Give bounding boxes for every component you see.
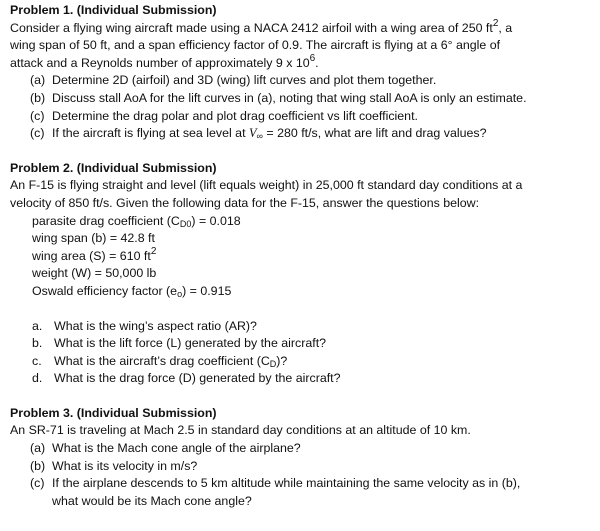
- param-oswald: [10, 283, 594, 301]
- item-text: [52, 475, 594, 510]
- item-text: What is the Mach cone angle of the airplane?: [52, 441, 301, 456]
- question-label: c.: [32, 353, 42, 368]
- question-text-part: )?: [276, 353, 288, 368]
- item-label: (c): [30, 126, 45, 141]
- intro-text: .: [315, 55, 319, 70]
- param-area: [10, 245, 594, 266]
- item-label: (a): [30, 73, 46, 88]
- param-text: ) = 0.915: [182, 283, 232, 298]
- problem-2-title: Problem 2. (Individual Submission): [10, 160, 217, 175]
- velocity-subscript: ∞: [256, 131, 263, 142]
- problem-1: [10, 2, 594, 143]
- item-text: Discuss stall AoA for the lift curves in (a), noting that wing stall AoA is only an estimate.: [52, 90, 527, 105]
- item-text-line: If the airplane descends to 5 km altitude while maintaining the same velocity as in (b),: [52, 476, 521, 491]
- item-text: What is its velocity in m/s?: [52, 458, 198, 473]
- problem-3-intro: An SR-71 is traveling at Mach 2.5 in standard day conditions at an altitude of 10 km.: [10, 423, 471, 438]
- problem-1-item: [10, 90, 594, 108]
- problem-3-item: [10, 475, 594, 510]
- intro-text: , a: [498, 20, 513, 35]
- subscript: D0: [179, 218, 192, 229]
- problem-1-intro-line-3: [10, 52, 594, 73]
- superscript: 2: [492, 17, 499, 29]
- problem-1-title: Problem 1. (Individual Submission): [10, 3, 217, 17]
- subscript: o: [177, 288, 183, 299]
- problem-1-item: [10, 125, 594, 143]
- item-text: Determine the drag polar and plot drag coefficient vs lift coefficient.: [52, 108, 418, 123]
- param-cd0: [10, 213, 594, 231]
- item-text: [52, 125, 594, 143]
- item-text-line: what would be its Mach cone angle?: [52, 493, 252, 508]
- problem-2-question: [10, 353, 594, 371]
- problem-1-intro-line-1: [10, 17, 594, 38]
- problem-1-item: [10, 72, 594, 90]
- problem-3-item: [10, 440, 594, 458]
- item-label: (b): [30, 458, 46, 473]
- item-text-part: If the aircraft is flying at sea level at: [52, 126, 249, 141]
- problem-3-title: Problem 3. (Individual Submission): [10, 405, 217, 420]
- problem-2-question: [10, 335, 594, 353]
- problem-2-question: [10, 318, 594, 336]
- item-label: (c): [30, 476, 45, 491]
- problem-2-intro-line-1: An F-15 is flying straight and level (lift equals weight) in 25,000 ft standard day conditions at a: [10, 178, 523, 193]
- param-span: wing span (b) = 42.8 ft: [32, 231, 155, 246]
- problem-2: [10, 160, 594, 388]
- question-text: What is the wing’s aspect ratio (AR)?: [54, 318, 257, 333]
- intro-text: attack and a Reynolds number of approximately 9 x 10: [10, 55, 310, 70]
- param-text: ) = 0.018: [191, 213, 241, 228]
- question-label: b.: [32, 336, 43, 351]
- param-text: parasite drag coefficient (C: [32, 213, 180, 228]
- problem-1-item: [10, 108, 594, 126]
- intro-text: Consider a flying wing aircraft made using a NACA 2412 airfoil with a wing area of 250 ft: [10, 20, 493, 35]
- param-text: wing area (S) = 610 ft: [32, 248, 151, 263]
- problem-2-question: [10, 370, 594, 388]
- superscript: 2: [150, 245, 157, 257]
- spacer: [10, 301, 594, 318]
- question-label: d.: [32, 371, 43, 386]
- question-text: What is the drag force (D) generated by the aircraft?: [54, 371, 341, 386]
- item-label: (b): [30, 90, 46, 105]
- item-label: (c): [30, 108, 45, 123]
- item-text: Determine 2D (airfoil) and 3D (wing) lift curves and plot them together.: [52, 73, 437, 88]
- question-text-part: What is the aircraft’s drag coefficient (C: [54, 353, 270, 368]
- item-label: (a): [30, 441, 46, 456]
- question-label: a.: [32, 318, 43, 333]
- item-text-part: = 280 ft/s, what are lift and drag values?: [262, 126, 487, 141]
- subscript: D: [269, 358, 277, 369]
- problem-2-intro-line-2: velocity of 850 ft/s. Given the following data for the F-15, answer the questions below:: [10, 195, 480, 210]
- param-weight: weight (W) = 50,000 lb: [32, 266, 157, 281]
- spacer: [10, 388, 594, 405]
- question-text: What is the lift force (L) generated by the aircraft?: [54, 336, 327, 351]
- spacer: [10, 143, 594, 160]
- question-text: [54, 353, 287, 371]
- superscript: 6: [309, 52, 316, 64]
- velocity-symbol: V: [248, 126, 257, 141]
- param-text: Oswald efficiency factor (e: [32, 283, 178, 298]
- problem-1-intro-line-2: wing span of 50 ft, and a span efficiency factor of 0.9. The aircraft is flying at a 6° angle of: [10, 38, 501, 53]
- problem-3-item: [10, 458, 594, 476]
- problem-3: [10, 405, 594, 511]
